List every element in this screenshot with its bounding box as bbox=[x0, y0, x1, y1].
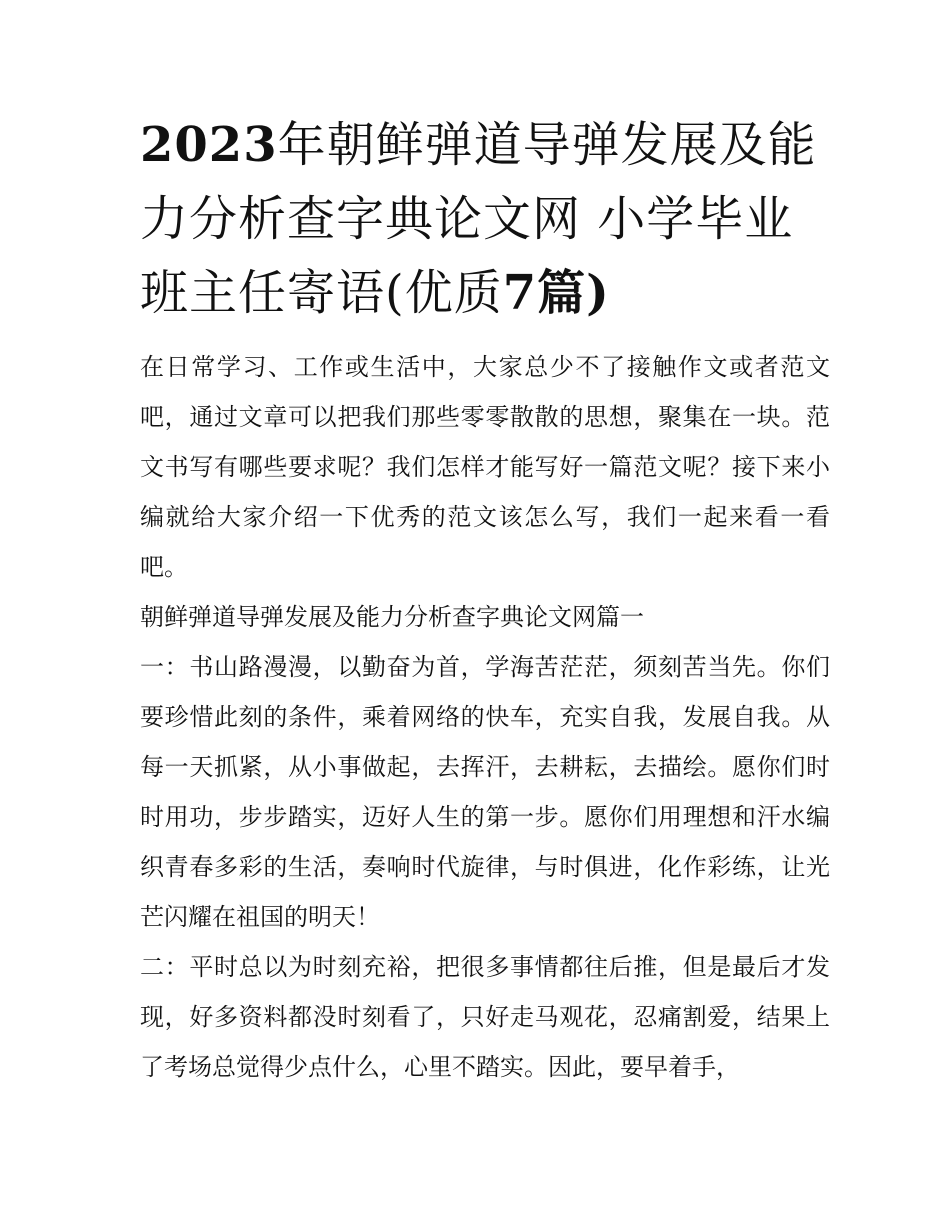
document-page bbox=[140, 108, 830, 1092]
paragraph-1: 一：书山路漫漫，以勤奋为首，学海苦茫茫，须刻苦当先。你们要珍惜此刻的条件，乘着网络的快车，充实自我，发展自我。从每一天抓紧，从小事做起，去挥汗，去耕耘，去描绘。愿你们时时用功，步步踏实，迈好人生的第一步。愿你们用理想和汗水编织青春多彩的生活，奏响时代旋律，与时俱进，化作彩练，让光芒闪耀在祖国的明天！ bbox=[140, 653, 830, 931]
document-title bbox=[140, 108, 830, 330]
intro-paragraph: 在日常学习、工作或生活中，大家总少不了接触作文或者范文吧，通过文章可以把我们那些零零散散的思想，聚集在一块。范文书写有哪些要求呢？我们怎样才能写好一篇范文呢？接下来小编就给大家介绍一下优秀的范文该怎么写，我们一起来看一看吧。 bbox=[140, 353, 830, 581]
title-end: 篇) bbox=[537, 265, 610, 321]
paragraph-2: 二：平时总以为时刻充裕，把很多事情都往后推，但是最后才发现，好多资料都没时刻看了，只好走马观花，忍痛割爱，结果上了考场总觉得少点什么，心里不踏实。因此，要早着手， bbox=[140, 953, 830, 1081]
section-heading: 朝鲜弹道导弹发展及能力分析查字典论文网篇一 bbox=[140, 603, 644, 631]
title-main: 年朝鲜弹道导弹发展及能力分析查字典论文网 小学毕业班主任寄语(优质 bbox=[140, 117, 817, 321]
title-year: 2023 bbox=[140, 117, 278, 173]
title-count: 7 bbox=[502, 265, 538, 321]
